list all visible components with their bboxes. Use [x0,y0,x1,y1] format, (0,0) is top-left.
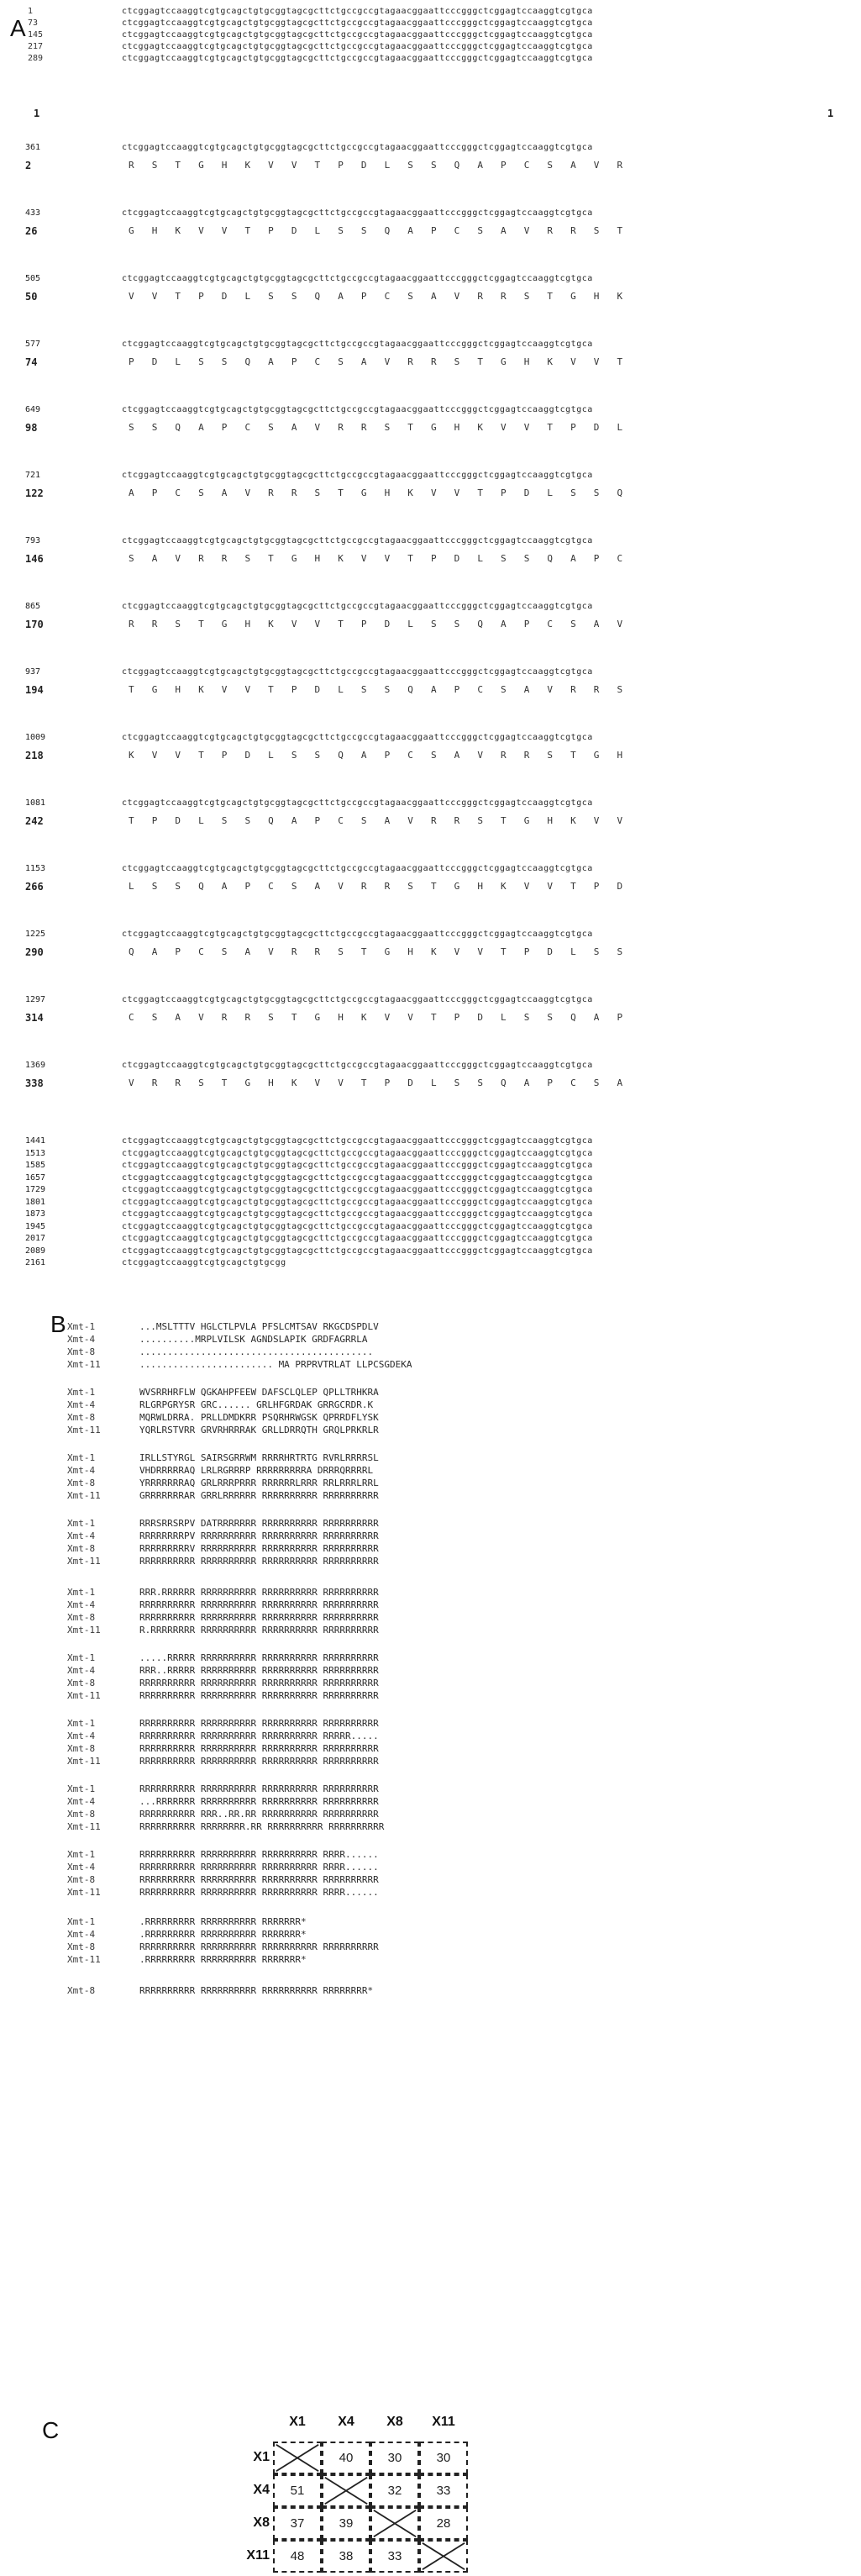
alignment-row [67,1731,379,1742]
sequence-name: Xmt-8 [67,1809,96,1820]
aligned-sequence: .RRRRRRRRR RRRRRRRRRR RRRRRRR* [139,1954,307,1965]
aligned-sequence: IRLLSTYRGL SAIRSGRRWM RRRRHRTRTG RVRLRRRRSL [139,1452,379,1463]
sequence-name: Xmt-8 [67,1478,96,1488]
sequence-name: Xmt-8 [67,1985,96,1996]
matrix-cell: 33 [370,2540,419,2573]
sequence-name: Xmt-4 [67,1465,96,1476]
amino-acid-row: S S Q A P C S A V R R S T G H K V V T P D L [129,422,623,433]
aligned-sequence: WVSRRHRFLW QGKAHPFEEW DAFSCLQLEP QPLLTRHKRA [139,1387,379,1398]
sequence-name: Xmt-11 [67,1821,101,1832]
alignment-row [67,1783,379,1795]
nt-position-number: 649 [25,405,41,414]
sequence-name: Xmt-4 [67,1665,96,1676]
alignment-row [67,1652,379,1664]
matrix-cell: 32 [370,2474,419,2507]
alignment-row [67,1599,379,1611]
aa-position-number: 242 [25,815,44,827]
nt-position-number: 793 [25,536,41,545]
aligned-sequence: RRRRRRRRRR RRRRRRRRRR RRRRRRRRRR RRRR...... [139,1849,379,1860]
nt-position-number: 1801 [25,1197,46,1207]
nucleotide-line: ctcggagtccaaggtcgtgcagctgtgcggtagcgcttctgccgccgtagaacggaattcccgggctcggagtccaaggtcgtgca [122,864,593,873]
matrix-row-header: X4 [253,2483,270,2497]
nt-position-number: 1585 [25,1161,46,1170]
nucleotide-line: ctcggagtccaaggtcgtgcagctgtgcggtagcgcttctgccgccgtagaacggaattcccgggctcggagtccaaggtcgtgca [122,995,593,1004]
sequence-name: Xmt-1 [67,1518,96,1529]
sequence-name: Xmt-11 [67,1490,101,1501]
sequence-name: Xmt-8 [67,1941,96,1952]
matrix-cell: 38 [322,2540,370,2573]
nucleotide-line: ctcggagtccaaggtcgtgcagctgtgcggtagcgcttctgccgccgtagaacggaattcccgggctcggagtccaaggtcgtgca [122,1246,593,1256]
alignment-row [67,1625,379,1636]
aligned-sequence: ........................ MA PRPRVTRLAT LLPCSGDEKA [139,1359,412,1370]
aligned-sequence: RRRRRRRRRR RRRRRRRRRR RRRRRRRRRR RRRR...... [139,1887,379,1898]
nucleotide-line: ctcggagtccaaggtcgtgcagctgtgcggtagcgcttctgccgccgtagaacggaattcccgggctcggagtccaaggtcgtgca [122,536,593,545]
nt-position-number: 1081 [25,798,46,808]
nucleotide-line: ctcggagtccaaggtcgtgcagctgtgcggtagcgcttctgccgccgtagaacggaattcccgggctcggagtccaaggtcgtgca [122,7,593,16]
amino-acid-row: R S T G H K V V T P D L S S Q A P C S A V R [129,160,623,171]
sequence-name: Xmt-8 [67,1346,96,1357]
alignment-row [67,1916,307,1928]
sequence-name: Xmt-1 [67,1783,96,1794]
alignment-row [67,1556,379,1567]
nucleotide-line: ctcggagtccaaggtcgtgcagctgtgcggtagcgcttctgccgccgtagaacggaattcccgggctcggagtccaaggtcgtgca [122,602,593,611]
alignment-row [67,1849,379,1861]
matrix-column-header: X8 [386,2415,403,2429]
matrix-cell: 33 [419,2474,468,2507]
aa-position-number: 74 [25,356,38,368]
aligned-sequence: RRRRRRRRRR RRRRRRRRRR RRRRRRRRRR RRRRRRRR* [139,1985,374,1996]
aligned-sequence: .RRRRRRRRR RRRRRRRRRR RRRRRRR* [139,1929,307,1940]
sequence-name: Xmt-1 [67,1849,96,1860]
amino-acid-row: C S A V R R S T G H K V V T P D L S S Q A P [129,1012,623,1023]
nucleotide-line: ctcggagtccaaggtcgtgcagctgtgcggtagcgcttctgccgccgtagaacggaattcccgggctcggagtccaaggtcgtgca [122,30,593,40]
amino-acid-row: K V V T P D L S S Q A P C S A V R R S T G H [129,750,623,761]
nt-position-number: 289 [28,54,44,63]
sequence-name: Xmt-11 [67,1425,101,1436]
matrix-row-header: X1 [253,2450,270,2464]
sequence-name: Xmt-4 [67,1530,96,1541]
nt-position-number: 217 [28,42,44,51]
aligned-sequence: VHDRRRRRAQ LRLRGRRRP RRRRRRRRRA DRRRQRRRRL [139,1465,374,1476]
alignment-row [67,1530,379,1542]
matrix-cell: 37 [273,2507,322,2540]
alignment-row [67,1756,379,1767]
matrix-cell: 51 [273,2474,322,2507]
nt-position-number: 1153 [25,864,46,873]
aligned-sequence: RRRRRRRRRR RRRRRRRRRR RRRRRRRRRR RRRRRRRRRR [139,1941,379,1952]
aa-position-number: 338 [25,1077,44,1089]
alignment-row [67,1478,379,1489]
alignment-row [67,1821,384,1833]
matrix-column-header: X11 [432,2415,455,2429]
nucleotide-line: ctcggagtccaaggtcgtgcagctgtgcggtagcgcttctgccgccgtagaacggaattcccgggctcggagtccaaggtcgtgca [122,1161,593,1170]
nucleotide-line: ctcggagtccaaggtcgtgcagctgtgcggtagcgcttctgccgccgtagaacggaattcccgggctcggagtccaaggtcgtgca [122,18,593,28]
alignment-row [67,1490,379,1502]
sequence-name: Xmt-4 [67,1929,96,1940]
matrix-cell: 28 [419,2507,468,2540]
alignment-row [67,1678,379,1689]
matrix-column-header: X4 [338,2415,354,2429]
alignment-row [67,1359,412,1371]
alignment-row [67,1941,379,1953]
matrix-diagonal-cross-icon [273,2442,322,2474]
alignment-row [67,1985,373,1997]
nucleotide-line: ctcggagtccaaggtcgtgcagctgtgcggtagcgcttctgccgccgtagaacggaattcccgggctcggagtccaaggtcgtgca [122,1172,593,1183]
alignment-row [67,1665,379,1677]
aligned-sequence: RRRRRRRRRR RRR..RR.RR RRRRRRRRRR RRRRRRRRRR [139,1809,379,1820]
panel-c-identity-matrix [246,2415,468,2573]
sequence-name: Xmt-1 [67,1652,96,1663]
nt-position-number: 1 [28,7,34,16]
amino-acid-row: R R S T G H K V V T P D L S S Q A P C S A V [129,619,623,630]
alignment-row [67,1543,379,1555]
alignment-row [67,1387,379,1399]
alignment-row [67,1346,373,1358]
aligned-sequence: YRRRRRRRAQ GRLRRRPRRR RRRRRRLRRR RRLRRRLRRL [139,1478,379,1488]
aa-position-number: 26 [25,225,38,237]
alignment-row [67,1587,379,1599]
aligned-sequence: ...RRRRRRR RRRRRRRRRR RRRRRRRRRR RRRRRRRRRR [139,1796,379,1807]
matrix-diagonal-cross-icon [322,2474,370,2507]
sequence-name: Xmt-8 [67,1543,96,1554]
nt-position-number: 73 [28,18,39,28]
sequence-name: Xmt-1 [67,1916,96,1927]
nucleotide-line: ctcggagtccaaggtcgtgcagctgtgcggtagcgcttctgccgccgtagaacggaattcccgggctcggagtccaaggtcgtgca [122,1148,593,1158]
nucleotide-line: ctcggagtccaaggtcgtgcagctgtgcggtagcgcttctgccgccgtagaacggaattcccgggctcggagtccaaggtcgtgca [122,1185,593,1194]
nt-position-number: 1297 [25,995,46,1004]
nucleotide-line: ctcggagtccaaggtcgtgcagctgtgcggtagcgcttctgccgccgtagaacggaattcccgggctcggagtccaaggtcgtgca [122,1209,593,1219]
nucleotide-line: ctcggagtccaaggtcgtgcagctgtgcgg [122,1258,286,1267]
nucleotide-line: ctcggagtccaaggtcgtgcagctgtgcggtagcgcttctgccgccgtagaacggaattcccgggctcggagtccaaggtcgtgca [122,471,593,480]
alignment-row [67,1954,307,1966]
nucleotide-line: ctcggagtccaaggtcgtgcagctgtgcggtagcgcttctgccgccgtagaacggaattcccgggctcggagtccaaggtcgtgca [122,1061,593,1070]
nucleotide-line: ctcggagtccaaggtcgtgcagctgtgcggtagcgcttctgccgccgtagaacggaattcccgggctcggagtccaaggtcgtgca [122,42,593,51]
aligned-sequence: RRRRRRRRRR RRRRRRRRRR RRRRRRRRRR RRRRRRRRRR [139,1756,379,1767]
nt-position-number: 577 [25,340,41,349]
amino-acid-row: T P D L S S Q A P C S A V R R S T G H K V V [129,815,623,826]
sequence-name: Xmt-1 [67,1387,96,1398]
alignment-row [67,1862,379,1873]
nt-position-number: 361 [25,143,41,152]
aligned-sequence: GRRRRRRRAR GRRLRRRRRR RRRRRRRRRR RRRRRRRRRR [139,1490,379,1501]
matrix-cell: 39 [322,2507,370,2540]
nt-position-number: 1729 [25,1185,46,1194]
alignment-row [67,1690,379,1702]
amino-acid-row: P D L S S Q A P C S A V R R S T G H K V V T [129,356,623,367]
sequence-name: Xmt-11 [67,1625,101,1636]
sequence-name: Xmt-4 [67,1731,96,1741]
nucleotide-line: ctcggagtccaaggtcgtgcagctgtgcggtagcgcttctgccgccgtagaacggaattcccgggctcggagtccaaggtcgtgca [122,667,593,677]
aa-position-number: 194 [25,684,44,696]
sequence-name: Xmt-11 [67,1887,101,1898]
aligned-sequence: .....RRRRR RRRRRRRRRR RRRRRRRRRR RRRRRRRRRR [139,1652,379,1663]
alignment-row [67,1452,379,1464]
alignment-row [67,1321,379,1333]
matrix-cell: 40 [322,2442,370,2474]
alignment-row [67,1809,379,1820]
matrix-cell: 30 [419,2442,468,2474]
amino-acid-row: Q A P C S A V R R S T G H K V V T P D L S S [129,946,623,957]
nucleotide-line: ctcggagtccaaggtcgtgcagctgtgcggtagcgcttctgccgccgtagaacggaattcccgggctcggagtccaaggtcgtgca [122,1136,593,1146]
sequence-name: Xmt-4 [67,1862,96,1873]
nucleotide-line: ctcggagtccaaggtcgtgcagctgtgcggtagcgcttctgccgccgtagaacggaattcccgggctcggagtccaaggtcgtgca [122,340,593,349]
nt-position-number: 1945 [25,1221,46,1231]
nt-position-number: 1441 [25,1136,46,1146]
aa-position-number: 146 [25,553,44,565]
aligned-sequence: RRRRRRRRRR RRRRRRRRRR RRRRRRRRRR RRRRRRRRRR [139,1690,379,1701]
matrix-cell: 30 [370,2442,419,2474]
aligned-sequence: .......................................... [139,1346,374,1357]
nt-position-number: 937 [25,667,41,677]
nt-position-number: 1513 [25,1148,46,1158]
aa-position-number: 122 [25,487,44,499]
nt-position-number: 1225 [25,930,46,939]
aligned-sequence: RRRRRRRRPV RRRRRRRRRR RRRRRRRRRR RRRRRRRRRR [139,1530,379,1541]
aa-position-number: 170 [25,619,44,630]
nucleotide-line: ctcggagtccaaggtcgtgcagctgtgcggtagcgcttctgccgccgtagaacggaattcccgggctcggagtccaaggtcgtgca [122,1234,593,1243]
panel-label-c: C [42,2417,60,2443]
aligned-sequence: ..........MRPLVILSK AGNDSLAPIK GRDFAGRRLA [139,1334,368,1345]
aa-position-number: 1 [827,108,834,119]
alignment-row [67,1929,307,1941]
aa-position-number: 98 [25,422,38,434]
nucleotide-line: ctcggagtccaaggtcgtgcagctgtgcggtagcgcttctgccgccgtagaacggaattcccgggctcggagtccaaggtcgtgca [122,1197,593,1207]
matrix-diagonal-cross-icon [370,2507,419,2540]
aligned-sequence: RRRRRRRRRR RRRRRRRRRR RRRRRRRRRR RRRRRRRRRR [139,1743,379,1754]
aligned-sequence: RRRRRRRRRR RRRRRRRRRR RRRRRRRRRR RRRRRRRRRR [139,1874,379,1885]
aligned-sequence: RRRRRRRRRR RRRRRRRRRR RRRRRRRRRR RRRRRRRRRR [139,1599,379,1610]
sequence-name: Xmt-4 [67,1599,96,1610]
alignment-row [67,1399,373,1411]
amino-acid-row: T G H K V V T P D L S S Q A P C S A V R R S [129,684,623,695]
aligned-sequence: RRR.RRRRRR RRRRRRRRRR RRRRRRRRRR RRRRRRRRRR [139,1587,379,1598]
aligned-sequence: YQRLRSTVRR GRVRHRRRAK GRLLDRRQTH GRQLPRKRLR [139,1425,379,1436]
aa-position-number: 2 [25,160,32,171]
nucleotide-line: ctcggagtccaaggtcgtgcagctgtgcggtagcgcttctgccgccgtagaacggaattcccgggctcggagtccaaggtcgtgca [122,54,593,63]
nucleotide-line: ctcggagtccaaggtcgtgcagctgtgcggtagcgcttctgccgccgtagaacggaattcccgggctcggagtccaaggtcgtgca [122,274,593,283]
nucleotide-line: ctcggagtccaaggtcgtgcagctgtgcggtagcgcttctgccgccgtagaacggaattcccgggctcggagtccaaggtcgtgca [122,143,593,152]
aa-position-number: 314 [25,1012,44,1024]
matrix-diagonal-cross-icon [419,2540,468,2573]
alignment-row [67,1796,379,1808]
sequence-name: Xmt-11 [67,1359,101,1370]
sequence-name: Xmt-4 [67,1796,96,1807]
matrix-cell: 48 [273,2540,322,2573]
sequence-name: Xmt-1 [67,1587,96,1598]
nt-position-number: 2161 [25,1258,46,1267]
sequence-name: Xmt-1 [67,1452,96,1463]
sequence-name: Xmt-8 [67,1412,96,1423]
amino-acid-row: V V T P D L S S Q A P C S A V R R S T G H K [129,291,623,302]
sequence-name: Xmt-8 [67,1743,96,1754]
aligned-sequence: R.RRRRRRRR RRRRRRRRRR RRRRRRRRRR RRRRRRRRRR [139,1625,379,1636]
matrix-column-header: X1 [289,2415,306,2429]
nucleotide-line: ctcggagtccaaggtcgtgcagctgtgcggtagcgcttctgccgccgtagaacggaattcccgggctcggagtccaaggtcgtgca [122,930,593,939]
nucleotide-line: ctcggagtccaaggtcgtgcagctgtgcggtagcgcttctgccgccgtagaacggaattcccgggctcggagtccaaggtcgtgca [122,798,593,808]
nt-position-number: 145 [28,30,44,40]
matrix-row-header: X8 [253,2515,270,2530]
sequence-name: Xmt-11 [67,1556,101,1567]
nt-position-number: 505 [25,274,41,283]
amino-acid-row: L S S Q A P C S A V R R S T G H K V V T P D [129,881,623,892]
aligned-sequence: RRRRRRRRRR RRRRRRRRRR RRRRRRRRRR RRRRRRRRRR [139,1678,379,1688]
sequence-name: Xmt-11 [67,1756,101,1767]
amino-acid-row: S A V R R S T G H K V V T P D L S S Q A P C [129,553,623,564]
panel-label-b: B [50,1311,66,1337]
aa-position-number: 1 [34,108,40,119]
sequence-name: Xmt-11 [67,1954,101,1965]
sequence-name: Xmt-1 [67,1718,96,1729]
aligned-sequence: RRRRRRRRRR RRRRRRRRRR RRRRRRRRRR RRRRRRRRRR [139,1556,379,1567]
aligned-sequence: RRRRRRRRRR RRRRRRRRRR RRRRRRRRRR RRRRR..... [139,1731,379,1741]
amino-acid-row: A P C S A V R R S T G H K V V T P D L S S Q [129,487,623,498]
panel-label-a: A [10,15,26,41]
aligned-sequence: RLGRPGRYSR GRC...... GRLHFGRDAK GRRGCRDR.K [139,1399,374,1410]
alignment-row [67,1334,368,1346]
aligned-sequence: RRRRRRRRRR RRRRRRRR.RR RRRRRRRRRR RRRRRRRRRR [139,1821,385,1832]
aa-position-number: 218 [25,750,44,761]
aligned-sequence: MQRWLDRRA. PRLLDMDKRR PSQRHRWGSK QPRRDFLYSK [139,1412,379,1423]
alignment-row [67,1518,379,1530]
amino-acid-row: V R R S T G H K V V T P D L S S Q A P C S A [129,1077,623,1088]
sequence-name: Xmt-11 [67,1690,101,1701]
aligned-sequence: RRRRRRRRRR RRRRRRRRRR RRRRRRRRRR RRRRRRRRRR [139,1783,379,1794]
aligned-sequence: RRRRRRRRRR RRRRRRRRRR RRRRRRRRRR RRRRRRRRRR [139,1718,379,1729]
aligned-sequence: RRRRRRRRRV RRRRRRRRRR RRRRRRRRRR RRRRRRRRRR [139,1543,379,1554]
aligned-sequence: RRRRRRRRRR RRRRRRRRRR RRRRRRRRRR RRRR...... [139,1862,379,1873]
matrix-row-header: X11 [246,2548,270,2563]
nucleotide-line: ctcggagtccaaggtcgtgcagctgtgcggtagcgcttctgccgccgtagaacggaattcccgggctcggagtccaaggtcgtgca [122,208,593,218]
nt-position-number: 1873 [25,1209,46,1219]
nucleotide-line: ctcggagtccaaggtcgtgcagctgtgcggtagcgcttctgccgccgtagaacggaattcccgggctcggagtccaaggtcgtgca [122,1221,593,1231]
nt-position-number: 865 [25,602,41,611]
nt-position-number: 1009 [25,733,46,742]
nt-position-number: 433 [25,208,41,218]
nt-position-number: 721 [25,471,41,480]
aa-position-number: 50 [25,291,38,303]
sequence-name: Xmt-8 [67,1874,96,1885]
aa-position-number: 266 [25,881,44,893]
aligned-sequence: ...MSLTTTV HGLCTLPVLA PFSLCMTSAV RKGCDSPDLV [139,1321,379,1332]
alignment-row [67,1612,379,1624]
alignment-row [67,1718,379,1730]
sequence-name: Xmt-4 [67,1399,96,1410]
alignment-row [67,1887,379,1899]
nucleotide-line: ctcggagtccaaggtcgtgcagctgtgcggtagcgcttctgccgccgtagaacggaattcccgggctcggagtccaaggtcgtgca [122,733,593,742]
nt-position-number: 1369 [25,1061,46,1070]
aligned-sequence: RRRRRRRRRR RRRRRRRRRR RRRRRRRRRR RRRRRRRRRR [139,1612,379,1623]
sequence-name: Xmt-8 [67,1678,96,1688]
sequence-name: Xmt-4 [67,1334,96,1345]
nt-position-number: 2089 [25,1246,46,1256]
amino-acid-row: G H K V V T P D L S S Q A P C S A V R R S T [129,225,623,236]
sequence-name: Xmt-8 [67,1612,96,1623]
nt-position-number: 1657 [25,1172,46,1183]
alignment-row [67,1465,373,1477]
aligned-sequence: RRRSRRSRPV DATRRRRRRR RRRRRRRRRR RRRRRRRRRR [139,1518,379,1529]
alignment-row [67,1874,379,1886]
aligned-sequence: .RRRRRRRRR RRRRRRRRRR RRRRRRR* [139,1916,307,1927]
nucleotide-line: ctcggagtccaaggtcgtgcagctgtgcggtagcgcttctgccgccgtagaacggaattcccgggctcggagtccaaggtcgtgca [122,405,593,414]
aligned-sequence: RRR..RRRRR RRRRRRRRRR RRRRRRRRRR RRRRRRRRRR [139,1665,379,1676]
alignment-row [67,1743,379,1755]
alignment-row [67,1425,379,1436]
nt-position-number: 2017 [25,1234,46,1243]
aa-position-number: 290 [25,946,44,958]
sequence-name: Xmt-1 [67,1321,96,1332]
alignment-row [67,1412,379,1424]
